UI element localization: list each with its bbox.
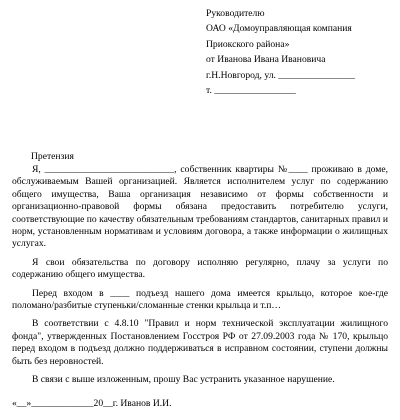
addressee-block xyxy=(206,8,396,100)
addressee-company: ОАО «Домоуправляющая компания xyxy=(206,23,352,35)
paragraph-regulation: В соответствии с 4.8.10 "Правил и норм технической эксплуатации жилищного фонда", утвержденных Постановлением Госстроя РФ от 27.09.2003 года № 170, крыльцо перед входом в подъезд должно поддерживаться в исправном состоянии, ступени должны быть без неровностей. xyxy=(12,318,388,367)
addressee-district: Приокского района» xyxy=(206,38,290,50)
paragraph-obligations: Я свои обязательства по договору исполняю регулярно, плачу за услуги по содержанию общего имущества. xyxy=(12,256,388,281)
paragraph-problem: Перед входом в ____ подъезд нашего дома имеется крыльцо, которое кое-где поломано/разбитые ступеньки/сломанные стенки крыльца и т.п… xyxy=(12,287,388,312)
document-title: Претензия xyxy=(31,151,74,162)
signature-date-line: «__»_____________20__г. Иванов И.И. xyxy=(12,398,172,409)
sender-name: от Иванова Ивана Ивановича xyxy=(206,54,326,66)
paragraph-request: В связи с выше изложенным, прошу Вас устранить указанное нарушение. xyxy=(32,374,335,386)
paragraph-intro: Я, ___________________________, собственник квартиры №____ проживаю в доме, обслуживаемым Вашей организацией. Является исполнителем услуг по содержанию общего имущества, Ваша организация независимо от формы собственности и организационно-правовой формы обязана предоставить потребителю услуги, соответствующие по качеству обязательным требованиям стандартов, санитарных правил и норм, установленным нормативам и условиям договора, а также информации о жилищных услугах. xyxy=(12,164,388,250)
document-body xyxy=(12,164,388,393)
sender-address: г.Н.Новгород, ул. ________________ xyxy=(206,69,356,81)
addressee-line: Руководителю xyxy=(206,8,265,19)
sender-phone: т. _________________ xyxy=(206,84,296,96)
